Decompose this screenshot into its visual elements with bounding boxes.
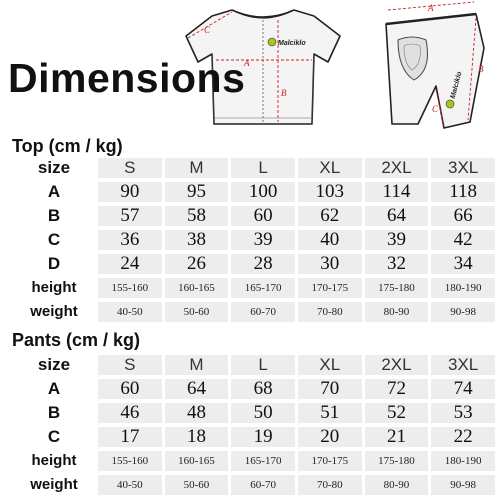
pants-cell: 51	[298, 403, 362, 423]
top-cell: 90	[98, 182, 162, 202]
top-cell: 90-98	[431, 302, 495, 322]
top-cell: 118	[431, 182, 495, 202]
top-cell: 180-190	[431, 278, 495, 298]
pants-cell: 160-165	[165, 451, 229, 471]
pants-cell: 18	[165, 427, 229, 447]
pants-cell: 155-160	[98, 451, 162, 471]
pants-section-title: Pants (cm / kg)	[12, 330, 141, 350]
jersey-label-c: C	[204, 25, 211, 35]
top-cell: 60	[231, 206, 295, 226]
shorts-logo-text: Malciklo	[449, 71, 464, 100]
shorts-label-a: A	[428, 3, 434, 13]
pants-cell: 46	[98, 403, 162, 423]
jersey-logo	[268, 38, 306, 47]
pants-row-label: weight	[13, 475, 95, 495]
top-cell: 66	[431, 206, 495, 226]
top-cell: 40	[298, 230, 362, 250]
top-cell: 57	[98, 206, 162, 226]
top-cell: 160-165	[165, 278, 229, 298]
top-section-title: Top (cm / kg)	[12, 136, 123, 156]
jersey-logo-text: Malciklo	[278, 40, 306, 47]
top-size-label: size	[13, 158, 95, 178]
pants-cell: 90-98	[431, 475, 495, 495]
shorts-illustration	[386, 2, 484, 128]
top-cell: 58	[165, 206, 229, 226]
top-cell: 39	[365, 230, 429, 250]
top-cell: 34	[431, 254, 495, 274]
top-cell: 26	[165, 254, 229, 274]
top-cell: 28	[231, 254, 295, 274]
top-cell: 30	[298, 254, 362, 274]
pants-cell: 180-190	[431, 451, 495, 471]
top-size-header: 2XL	[365, 158, 429, 178]
pants-cell: 48	[165, 403, 229, 423]
pants-table-row	[13, 427, 495, 447]
pants-cell: 21	[365, 427, 429, 447]
top-cell: 50-60	[165, 302, 229, 322]
pants-size-header: L	[231, 355, 295, 375]
pants-cell: 52	[365, 403, 429, 423]
pants-cell: 70-80	[298, 475, 362, 495]
top-cell: 70-80	[298, 302, 362, 322]
jersey-label-a: A	[244, 58, 250, 68]
top-cell: 60-70	[231, 302, 295, 322]
top-cell: 100	[231, 182, 295, 202]
pants-cell: 80-90	[365, 475, 429, 495]
shorts-label-c: C	[432, 104, 439, 114]
pants-row-label: A	[13, 379, 95, 399]
pants-cell: 20	[298, 427, 362, 447]
pants-cell: 19	[231, 427, 295, 447]
pants-cell: 17	[98, 427, 162, 447]
pants-table-row	[13, 379, 495, 399]
top-cell: 40-50	[98, 302, 162, 322]
top-row-label: weight	[13, 302, 95, 322]
top-size-header: S	[98, 158, 162, 178]
top-table-row	[13, 230, 495, 250]
top-table-row	[13, 206, 495, 226]
top-cell: 32	[365, 254, 429, 274]
pants-row-label: C	[13, 427, 95, 447]
pants-cell: 70	[298, 379, 362, 399]
pants-cell: 68	[231, 379, 295, 399]
pants-cell: 50	[231, 403, 295, 423]
pants-size-table	[10, 351, 498, 499]
top-cell: 103	[298, 182, 362, 202]
pants-cell: 40-50	[98, 475, 162, 495]
pants-cell: 165-170	[231, 451, 295, 471]
top-cell: 165-170	[231, 278, 295, 298]
pants-row-label: B	[13, 403, 95, 423]
pants-size-header: XL	[298, 355, 362, 375]
pants-cell: 53	[431, 403, 495, 423]
top-cell: 39	[231, 230, 295, 250]
top-header-row	[13, 158, 495, 178]
top-table-row	[13, 302, 495, 322]
top-cell: 95	[165, 182, 229, 202]
top-size-header: 3XL	[431, 158, 495, 178]
pants-cell: 175-180	[365, 451, 429, 471]
top-row-label: C	[13, 230, 95, 250]
jersey-label-b: B	[281, 88, 287, 98]
top-cell: 38	[165, 230, 229, 250]
top-size-header: L	[231, 158, 295, 178]
top-row-label: A	[13, 182, 95, 202]
pants-cell: 64	[165, 379, 229, 399]
pants-size-header: 2XL	[365, 355, 429, 375]
pants-table-row	[13, 475, 495, 495]
top-size-header: M	[165, 158, 229, 178]
pants-size-header: 3XL	[431, 355, 495, 375]
top-table-row	[13, 254, 495, 274]
top-row-label: D	[13, 254, 95, 274]
top-table-row	[13, 182, 495, 202]
pants-cell: 22	[431, 427, 495, 447]
pants-header-row	[13, 355, 495, 375]
pants-size-label: size	[13, 355, 95, 375]
top-cell: 24	[98, 254, 162, 274]
top-cell: 64	[365, 206, 429, 226]
top-cell: 42	[431, 230, 495, 250]
pants-cell: 72	[365, 379, 429, 399]
pants-size-header: S	[98, 355, 162, 375]
pants-row-label: height	[13, 451, 95, 471]
top-cell: 114	[365, 182, 429, 202]
pants-table-row	[13, 403, 495, 423]
page-title: Dimensions	[8, 55, 246, 101]
top-table-row	[13, 278, 495, 298]
pants-cell: 74	[431, 379, 495, 399]
pants-cell: 170-175	[298, 451, 362, 471]
pants-cell: 50-60	[165, 475, 229, 495]
top-size-header: XL	[298, 158, 362, 178]
pants-cell: 60	[98, 379, 162, 399]
top-row-label: height	[13, 278, 95, 298]
pants-table-row	[13, 451, 495, 471]
top-cell: 175-180	[365, 278, 429, 298]
top-row-label: B	[13, 206, 95, 226]
top-cell: 62	[298, 206, 362, 226]
top-cell: 170-175	[298, 278, 362, 298]
top-cell: 36	[98, 230, 162, 250]
pants-size-header: M	[165, 355, 229, 375]
top-cell: 80-90	[365, 302, 429, 322]
top-size-table	[10, 154, 498, 326]
shorts-label-b: B	[478, 64, 484, 74]
top-cell: 155-160	[98, 278, 162, 298]
pants-cell: 60-70	[231, 475, 295, 495]
